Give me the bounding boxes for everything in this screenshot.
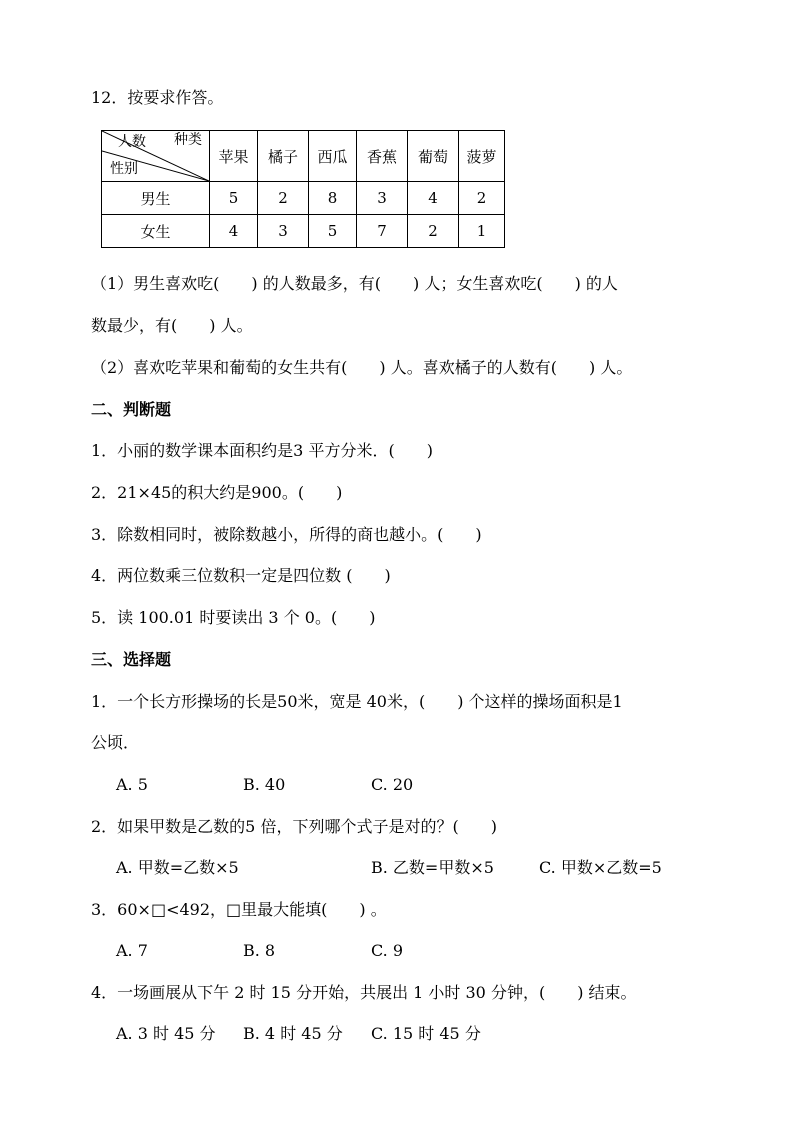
q12-sub1-line1: （1）男生喜欢吃( ) 的人数最多，有( ) 人；女生喜欢吃( ) 的人 (91, 274, 618, 293)
mc-q2-option-c: C. 甲数×乙数=5 (539, 858, 662, 877)
corner-label-gender: 性别 (110, 161, 138, 177)
table-cell: 4 (210, 215, 258, 248)
q12-sub2: （2）喜欢吃苹果和葡萄的女生共有( ) 人。喜欢橘子的人数有( ) 人。 (91, 358, 633, 377)
table-cell: 3 (357, 182, 408, 215)
mc-q2-option-a: A. 甲数=乙数×5 (116, 858, 239, 877)
column-header: 西瓜 (309, 131, 357, 182)
column-header: 香蕉 (357, 131, 408, 182)
table-cell: 5 (309, 215, 357, 248)
mc-q1-option-c: C. 20 (371, 775, 414, 794)
table-cell: 2 (408, 215, 459, 248)
table-header-row (102, 131, 505, 182)
corner-label-type: 种类 (174, 132, 202, 148)
tf-question-4: 4．两位数乘三位数积一定是四位数 ( ) (91, 566, 391, 585)
column-header: 苹果 (210, 131, 258, 182)
mc-q3-option-b: B. 8 (243, 941, 276, 960)
tf-question-5: 5．读 100.01 时要读出 3 个 0。( ) (91, 608, 376, 627)
column-header: 橘子 (258, 131, 309, 182)
corner-label-count: 人数 (118, 134, 146, 150)
table-cell: 8 (309, 182, 357, 215)
mc-q4-option-a: A. 3 时 45 分 (116, 1024, 216, 1043)
table-cell: 4 (408, 182, 459, 215)
mc-question-2: 2．如果甲数是乙数的5 倍，下列哪个式子是对的？( ) (91, 817, 497, 836)
mc-q1-option-a: A. 5 (116, 775, 148, 794)
mc-q4-option-c: C. 15 时 45 分 (371, 1024, 481, 1043)
mc-question-1-line1: 1．一个长方形操场的长是50米，宽是 40米，( ) 个这样的操场面积是1 (91, 692, 623, 711)
section-heading-multiple-choice: 三、选择题 (91, 650, 172, 669)
table-cell: 2 (258, 182, 309, 215)
table-cell: 3 (258, 215, 309, 248)
row-label: 男生 (102, 182, 210, 215)
question-12-title: 12．按要求作答。 (91, 88, 224, 107)
tf-question-1: 1．小丽的数学课本面积约是3 平方分米．( ) (91, 441, 433, 460)
fruit-preference-table (101, 130, 505, 248)
section-heading-true-false: 二、判断题 (91, 400, 172, 419)
column-header: 菠萝 (459, 131, 505, 182)
mc-question-4: 4．一场画展从下午 2 时 15 分开始，共展出 1 小时 30 分钟，( ) 结束。 (91, 983, 637, 1002)
table-cell: 5 (210, 182, 258, 215)
mc-q3-option-c: C. 9 (371, 941, 404, 960)
mc-q3-option-a: A. 7 (116, 941, 148, 960)
mc-question-1-line2: 公顷． (91, 733, 140, 752)
table-corner-cell (102, 131, 210, 182)
tf-question-3: 3．除数相同时，被除数越小，所得的商也越小。( ) (91, 525, 482, 544)
mc-q2-option-b: B. 乙数=甲数×5 (371, 858, 494, 877)
table-cell: 7 (357, 215, 408, 248)
table-cell: 2 (459, 182, 505, 215)
mc-q1-option-b: B. 40 (243, 775, 286, 794)
tf-question-2: 2．21×45的积大约是900。( ) (91, 483, 343, 502)
table-row (102, 215, 505, 248)
mc-q4-option-b: B. 4 时 45 分 (243, 1024, 343, 1043)
column-header: 葡萄 (408, 131, 459, 182)
table-row (102, 182, 505, 215)
table-cell: 1 (459, 215, 505, 248)
mc-question-3: 3．60×□<492，□里最大能填( ) 。 (91, 900, 387, 919)
q12-sub1-line2: 数最少，有( ) 人。 (91, 316, 253, 335)
row-label: 女生 (102, 215, 210, 248)
